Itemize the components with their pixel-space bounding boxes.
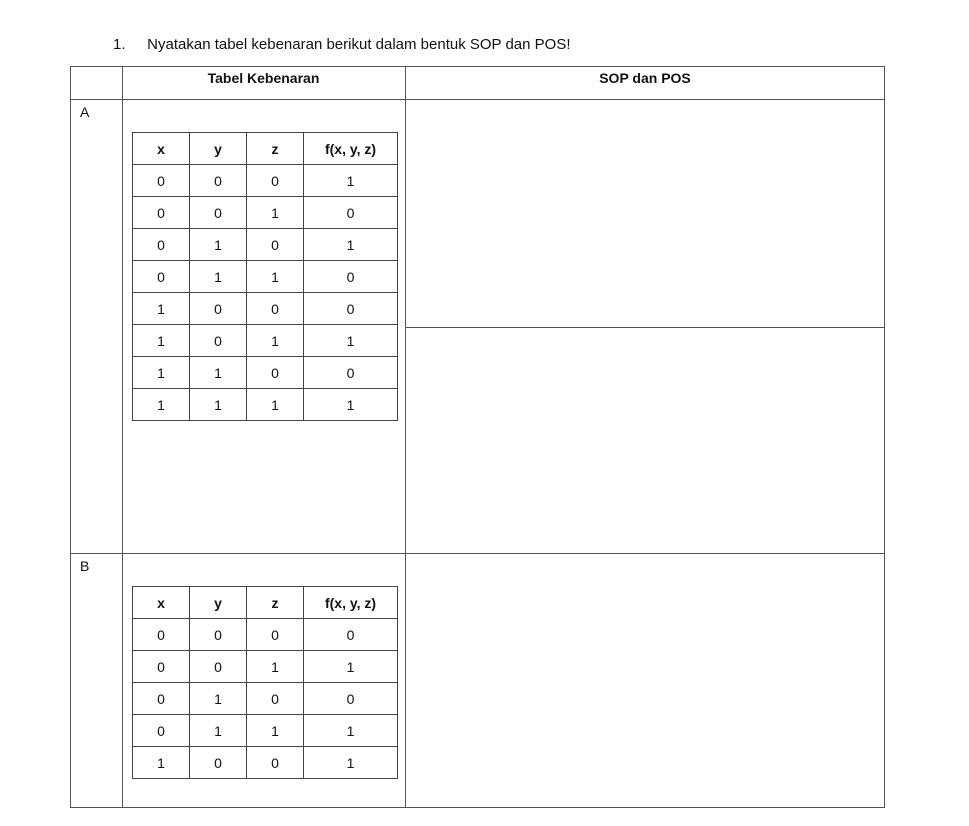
column-header: x — [133, 133, 190, 165]
table-cell: 0 — [247, 165, 304, 197]
table-cell: 1 — [247, 715, 304, 747]
table-cell: 0 — [247, 683, 304, 715]
truth-table-b — [132, 586, 398, 779]
table-row — [133, 325, 398, 357]
table-cell: 0 — [133, 165, 190, 197]
table-cell: 0 — [304, 683, 398, 715]
column-header: z — [247, 587, 304, 619]
table-row — [133, 229, 398, 261]
header-sop-pos: SOP dan POS — [599, 70, 691, 86]
table-cell: 0 — [247, 229, 304, 261]
divider-a-sop — [405, 327, 885, 328]
table-cell: 0 — [304, 619, 398, 651]
table-cell: 1 — [247, 261, 304, 293]
column-header: x — [133, 587, 190, 619]
table-cell: 0 — [247, 357, 304, 389]
table-cell: 0 — [133, 261, 190, 293]
question-number: 1. — [113, 36, 126, 53]
table-cell: 0 — [190, 197, 247, 229]
table-cell: 0 — [304, 357, 398, 389]
table-cell: 0 — [133, 619, 190, 651]
table-row — [133, 389, 398, 421]
table-cell: 0 — [133, 197, 190, 229]
table-cell: 1 — [247, 197, 304, 229]
table-cell: 0 — [190, 651, 247, 683]
table-cell: 0 — [190, 747, 247, 779]
question-text: Nyatakan tabel kebenaran berikut dalam bentuk SOP dan POS! — [147, 36, 571, 53]
divider-sop-col — [405, 66, 406, 808]
table-cell: 1 — [247, 389, 304, 421]
table-row — [133, 293, 398, 325]
table-row — [133, 165, 398, 197]
table-cell: 1 — [247, 325, 304, 357]
table-cell: 1 — [190, 261, 247, 293]
table-cell: 1 — [304, 747, 398, 779]
table-cell: 0 — [133, 715, 190, 747]
table-cell: 0 — [190, 325, 247, 357]
table-cell: 0 — [190, 293, 247, 325]
table-row — [133, 747, 398, 779]
table-cell: 1 — [190, 357, 247, 389]
table-row — [133, 683, 398, 715]
table-cell: 1 — [304, 229, 398, 261]
table-cell: 0 — [247, 619, 304, 651]
section-a-label: A — [80, 104, 90, 120]
table-row — [133, 261, 398, 293]
column-header: y — [190, 587, 247, 619]
table-cell: 0 — [190, 165, 247, 197]
table-cell: 0 — [304, 197, 398, 229]
table-row — [133, 197, 398, 229]
table-row — [133, 357, 398, 389]
table-cell: 1 — [304, 715, 398, 747]
header-truth-table: Tabel Kebenaran — [207, 70, 320, 86]
table-cell: 1 — [190, 229, 247, 261]
table-cell: 1 — [190, 683, 247, 715]
table-cell: 0 — [304, 293, 398, 325]
table-cell: 1 — [247, 651, 304, 683]
table-cell: 1 — [304, 651, 398, 683]
table-cell: 1 — [190, 389, 247, 421]
divider-a-b — [70, 553, 885, 554]
table-header-row — [133, 587, 398, 619]
divider-header — [70, 99, 885, 100]
table-cell: 1 — [133, 389, 190, 421]
table-cell: 0 — [133, 229, 190, 261]
question — [113, 36, 571, 53]
table-cell: 1 — [304, 165, 398, 197]
table-cell: 1 — [133, 293, 190, 325]
table-cell: 0 — [133, 683, 190, 715]
table-cell: 1 — [133, 747, 190, 779]
table-row — [133, 651, 398, 683]
table-cell: 1 — [190, 715, 247, 747]
table-header-row — [133, 133, 398, 165]
table-row — [133, 715, 398, 747]
column-header: y — [190, 133, 247, 165]
column-header: f(x, y, z) — [304, 133, 398, 165]
table-cell: 1 — [133, 357, 190, 389]
table-cell: 0 — [304, 261, 398, 293]
column-header: f(x, y, z) — [304, 587, 398, 619]
section-b-label: B — [80, 558, 90, 574]
column-header: z — [247, 133, 304, 165]
truth-table-a — [132, 132, 398, 421]
table-cell: 1 — [304, 389, 398, 421]
table-cell: 0 — [247, 747, 304, 779]
table-cell: 1 — [133, 325, 190, 357]
divider-label-col — [122, 66, 123, 808]
table-cell: 0 — [190, 619, 247, 651]
table-cell: 0 — [247, 293, 304, 325]
table-row — [133, 619, 398, 651]
table-cell: 1 — [304, 325, 398, 357]
table-cell: 0 — [133, 651, 190, 683]
